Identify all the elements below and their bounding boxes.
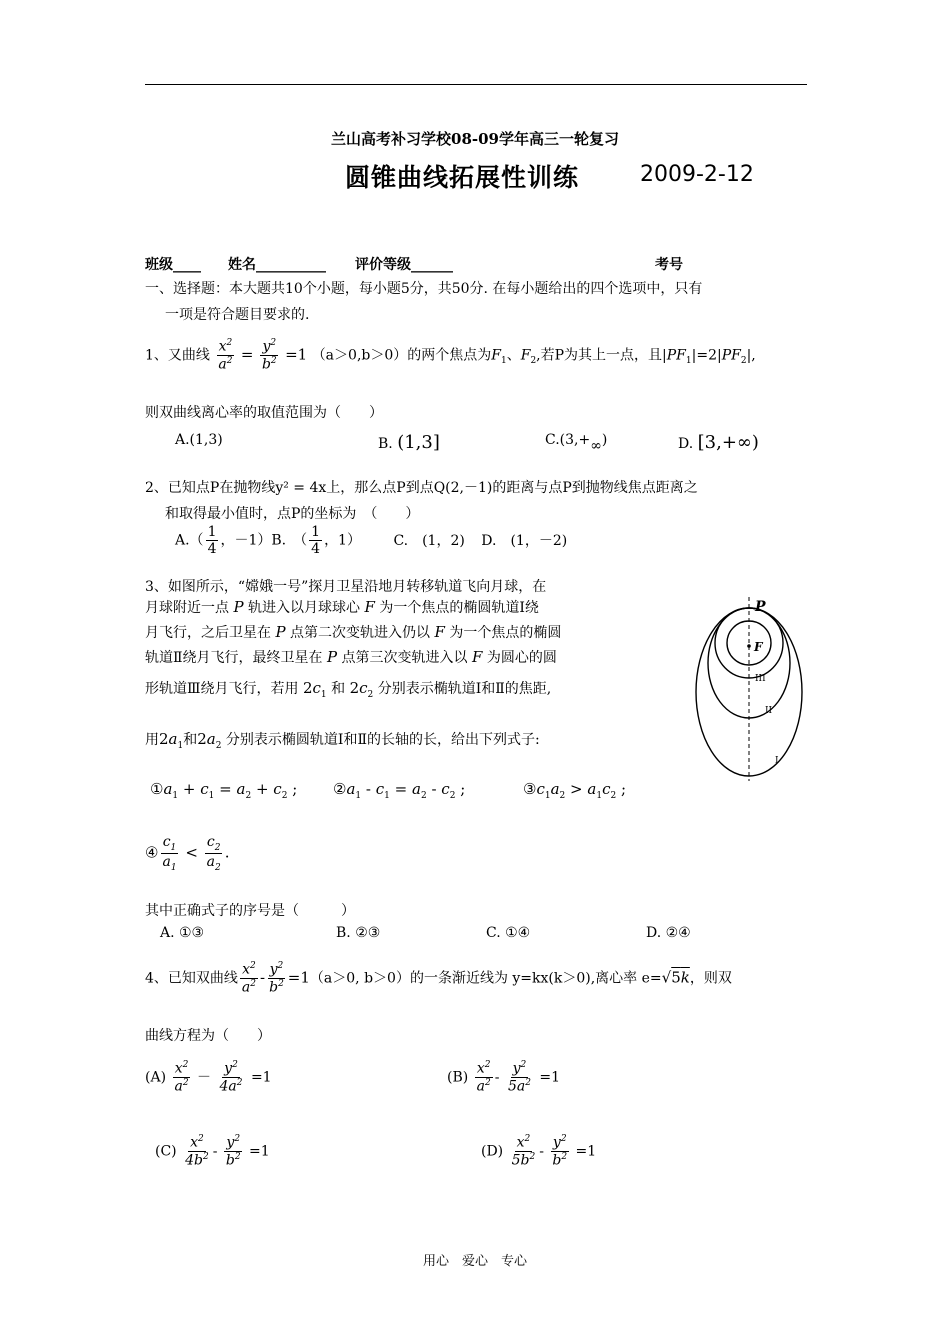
q4-option-a: (A) $\frac{x^2}{a^2}$ － $\frac{y^2}{4a^2}$ =1 xyxy=(145,1060,272,1095)
q3-prompt: 其中正确式子的序号是（ ） xyxy=(145,903,355,919)
question-2-line-2: 和取得最小值时，点P的坐标为 （ ） xyxy=(165,506,420,522)
question-1-line-1: 1、又曲线 $\frac{x^2}{a^2}$ = $\frac{y^2}{b^2}$ =1 （a＞0,b＞0）的两个焦点为$F_1$、$F_2$,若P为其上一点，且$|PF_1|=2|PF_2|$, xyxy=(145,338,756,373)
question-3-line-1: 3、如图所示，“嫦娥一号”探月卫星沿地月转移轨道飞向月球，在 xyxy=(145,579,547,595)
class-label: 班级____ xyxy=(145,257,201,273)
focus-point xyxy=(747,644,751,648)
section-line-1: 一、选择题：本大题共10个小题，每小题5分，共50分. 在每小题给出的四个选项中，只有 xyxy=(145,281,703,297)
orbit-diagram xyxy=(688,595,813,785)
question-4-line-1: 4、已知双曲线 $\frac{x^2}{a^2}$ - $\frac{y^2}{b^2}$ =1（a＞0, b＞0）的一条渐近线为 y=kx(k＞0),离心率 e=√5k，则双 xyxy=(145,961,732,996)
q1-option-d: D. [3,+∞) xyxy=(678,432,759,453)
q3-option-c: C. ①④ xyxy=(486,925,531,941)
q4-option-c: (C) $\frac{x^2}{4b^2}$ - $\frac{y^2}{b^2}$ =1 xyxy=(155,1134,270,1169)
page-title: 圆锥曲线拓展性训练 xyxy=(345,163,580,192)
question-3-line-3: 月飞行，之后卫星在 P 点第二次变轨进入仍以 F 为一个焦点的椭圆 xyxy=(145,623,562,641)
header-rule xyxy=(145,84,807,85)
page-date: 2009-2-12 xyxy=(640,162,754,187)
label-iii: III xyxy=(755,674,766,684)
q1-frac-y: $\frac{y^2}{b^2}$ xyxy=(261,338,277,373)
q4-option-b: (B) $\frac{x^2}{a^2}$ - $\frac{y^2}{5a^2}$ =1 xyxy=(447,1060,561,1095)
q3-formula-1: $①a_1 + c_1 = a_2 + c_2$ ; xyxy=(150,780,298,801)
q3-option-b: B. ②③ xyxy=(336,925,381,941)
question-3-line-2: 月球附近一点 P 轨进入以月球球心 F 为一个焦点的椭圆轨道Ⅰ绕 xyxy=(145,598,539,616)
label-f: F xyxy=(754,640,763,654)
q3-formula-2: $②a_1 - c_1 = a_2 - c_2$ ; xyxy=(333,780,466,801)
question-1-line-2: 则双曲线离心率的取值范围为（ ） xyxy=(145,405,383,421)
section-line-2: 一项是符合题目要求的. xyxy=(165,307,310,323)
q3-formula-3: $③c_1a_2 > a_1c_2$ ; xyxy=(523,780,627,801)
page-footer: 用心 爱心 专心 xyxy=(422,1254,527,1269)
q1-option-a: A.(1,3) xyxy=(175,432,223,448)
question-3-line-5: 形轨道Ⅲ绕月飞行，若用 $2c_1$ 和 $2c_2$ 分别表示椭轨道Ⅰ和Ⅱ的焦距, xyxy=(145,679,552,700)
q2-options: A.（ $\frac{1}{4}$ ，－1）B. （ $\frac{1}{4}$ ，1） C. (1，2) D. (1，－2) xyxy=(175,524,568,558)
question-4-line-2: 曲线方程为（ ） xyxy=(145,1028,271,1044)
name-label: 姓名__________ xyxy=(228,257,326,273)
q3-option-a: A. ①③ xyxy=(160,925,205,941)
school-line: 兰山高考补习学校08-09学年高三一轮复习 xyxy=(331,130,619,148)
label-i: I xyxy=(775,756,779,766)
q3-option-d: D. ②④ xyxy=(646,925,691,941)
exam-no-label: 考号 xyxy=(655,257,683,273)
q1-option-b: B. (1,3] xyxy=(378,432,440,453)
q4-option-d: (D) $\frac{x^2}{5b^2}$ - $\frac{y^2}{b^2}$ =1 xyxy=(481,1134,597,1169)
label-p: P xyxy=(755,599,766,615)
q1-frac-x: $\frac{x^2}{a^2}$ xyxy=(218,338,233,373)
label-ii: II xyxy=(765,706,773,716)
question-3-line-6: 用$2a_1$和$2a_2$ 分别表示椭圆轨道Ⅰ和Ⅱ的长轴的长，给出下列式子: xyxy=(145,730,540,751)
q3-formula-4: ④ $\frac{c_1}{a_1}$ < $\frac{c_2}{a_2}$ . xyxy=(145,834,230,873)
q1-option-c: C.(3,+∞) xyxy=(545,432,608,454)
grade-label: 评价等级______ xyxy=(355,257,453,273)
question-3-line-4: 轨道Ⅱ绕月飞行，最终卫星在 P 点第三次变轨进入以 F 为圆心的圆 xyxy=(145,648,557,666)
question-2-line-1: 2、已知点P在抛物线y² = 4x上，那么点P到点Q(2,－1)的距离与点P到抛物线焦点距离之 xyxy=(145,480,698,496)
